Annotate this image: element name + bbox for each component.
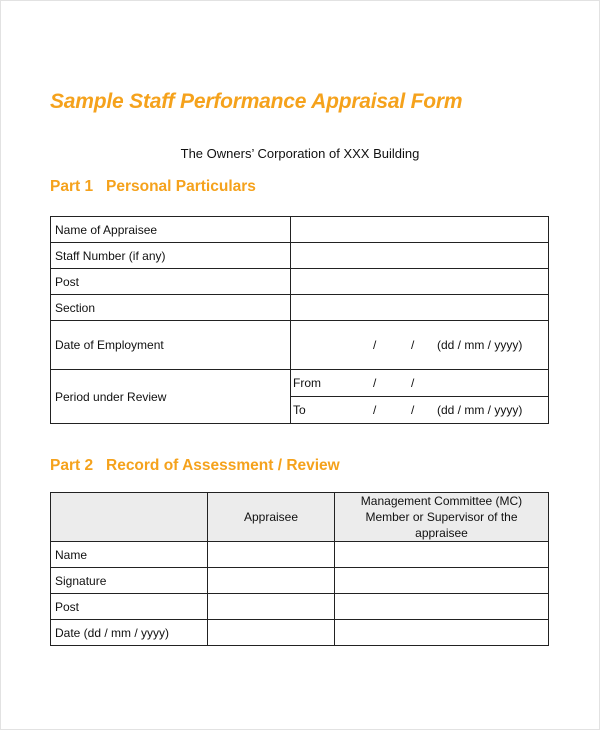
table-row [51,321,549,370]
row-label: Post [51,269,291,295]
form-subtitle: The Owners’ Corporation of XXX Building [180,146,420,161]
table-row [51,542,549,568]
row-label: Period under Review [51,370,291,424]
appraisee-date-field[interactable] [208,620,335,646]
committee-name-field[interactable] [335,542,549,568]
date-slash: / [411,376,415,390]
table-row [51,594,549,620]
to-label: To [293,403,306,417]
row-label: Date of Employment [51,321,291,370]
table-row [51,568,549,594]
committee-post-field[interactable] [335,594,549,620]
assessment-record-table [50,492,549,646]
section-field[interactable] [291,295,549,321]
date-of-employment-field[interactable] [291,321,549,370]
part2-number: Part 2 [50,457,94,474]
date-format-hint: (dd / mm / yyyy) [437,338,523,352]
post-field[interactable] [291,269,549,295]
table-row [51,620,549,646]
row-label: Name of Appraisee [51,217,291,243]
name-of-appraisee-field[interactable] [291,217,549,243]
period-under-review-cell [291,370,549,424]
row-label: Staff Number (if any) [51,243,291,269]
review-from-field[interactable] [291,370,548,397]
date-slash: / [411,338,415,352]
part1-number: Part 1 [50,178,94,195]
part2-title: Record of Assessment / Review [106,457,340,474]
row-label: Date (dd / mm / yyyy) [51,620,208,646]
staff-number-field[interactable] [291,243,549,269]
header-blank-cell [51,493,208,542]
row-label: Section [51,295,291,321]
table-row [51,295,549,321]
col-appraisee-header: Appraisee [208,493,335,542]
row-label: Name [51,542,208,568]
date-slash: / [373,403,377,417]
part2-heading [50,457,340,475]
row-label: Signature [51,568,208,594]
date-slash: / [373,376,377,390]
part1-heading [50,178,256,196]
appraisee-signature-field[interactable] [208,568,335,594]
appraisee-post-field[interactable] [208,594,335,620]
row-label: Post [51,594,208,620]
committee-date-field[interactable] [335,620,549,646]
col-committee-header: Management Committee (MC) Member or Supervisor of the appraisee [335,493,549,542]
table-row [51,217,549,243]
table-row [51,243,549,269]
table-row [51,269,549,295]
date-slash: / [411,403,415,417]
personal-particulars-table [50,216,549,424]
table-header-row [51,493,549,542]
part1-title: Personal Particulars [106,178,256,195]
appraisee-name-field[interactable] [208,542,335,568]
table-row [51,370,549,424]
from-label: From [293,376,321,390]
committee-signature-field[interactable] [335,568,549,594]
form-title: Sample Staff Performance Appraisal Form [50,90,463,113]
date-slash: / [373,338,377,352]
date-format-hint: (dd / mm / yyyy) [437,403,523,417]
review-to-field[interactable] [291,397,548,423]
